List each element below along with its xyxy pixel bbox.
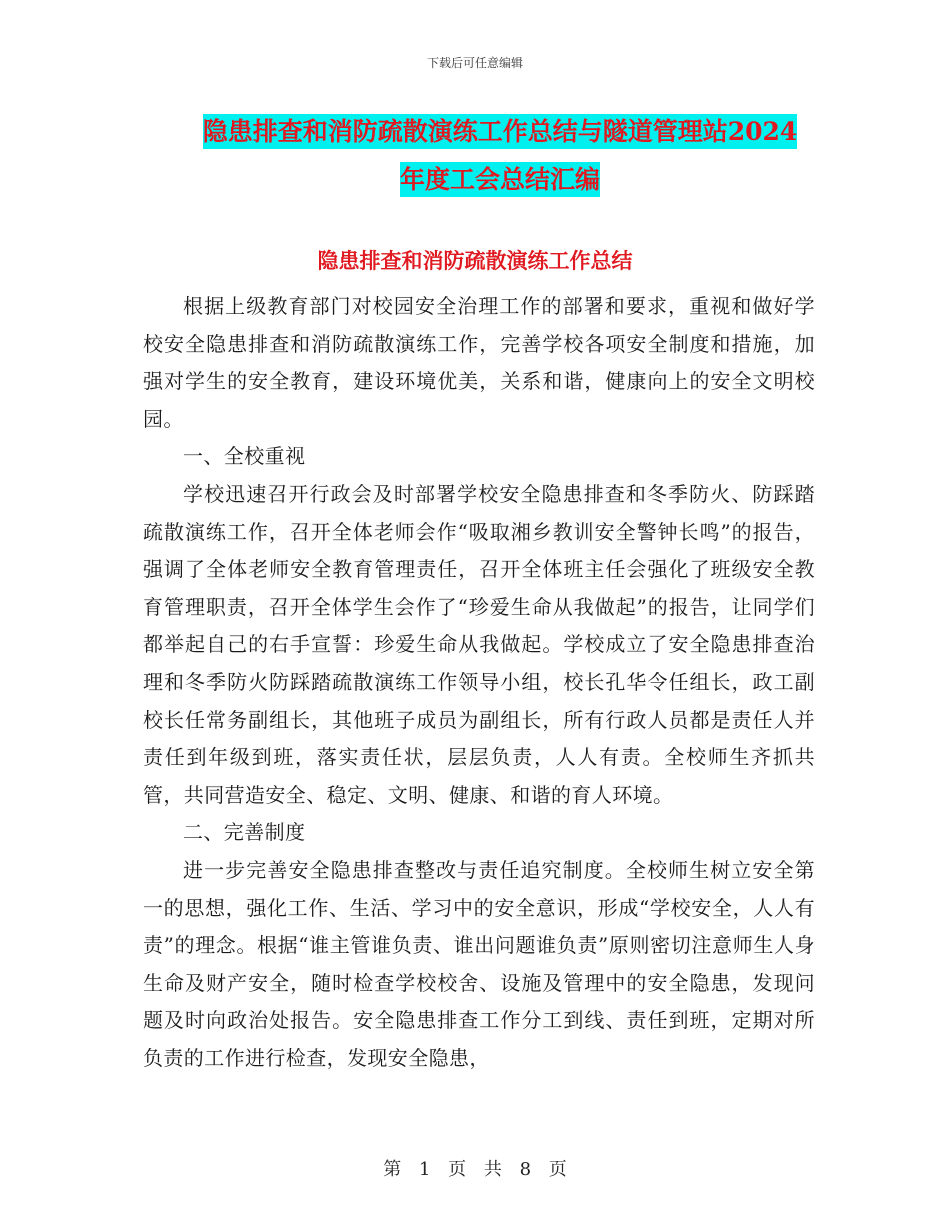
header-note: 下载后可任意编辑: [426, 56, 523, 70]
page-footer: [0, 1155, 950, 1181]
footer-gong: 共: [483, 1159, 502, 1180]
heading-school-attention: 一、全校重视: [183, 444, 306, 469]
footer-ye-2: 页: [548, 1159, 567, 1180]
title-line-1: 隐患排查和消防疏散演练工作总结与隧道管理站2024: [203, 114, 798, 149]
section-title: 隐患排查和消防疏散演练工作总结: [317, 248, 633, 273]
title-line-2: 年度工会总结汇编: [400, 162, 600, 197]
heading-improve-system: 二、完善制度: [183, 820, 306, 845]
paragraph-school-attention: 学校迅速召开行政会及时部署学校安全隐患排查和冬季防火、防踩踏疏散演练工作，召开全体老师会作“吸取湘乡教训安全警钟长鸣”的报告，强调了全体老师安全教育管理责任，召开全体班主任会强化了班级安全教育管理职责，召开全体学生会作了“珍爱生命从我做起”的报告，让同学们都举起自己的右手宣誓：珍爱生命从我做起。学校成立了安全隐患排查治理和冬季防火防踩踏疏散演练工作领导小组，校长孔华令任组长，政工副校长任常务副组长，其他班子成员为副组长，所有行政人员都是责任人并责任到年级到班，落实责任状，层层负责，人人有责。全校师生齐抓共管，共同营造安全、稳定、文明、健康、和谐的育人环境。: [143, 481, 815, 807]
paragraph-intro: 根据上级教育部门对校园安全治理工作的部署和要求，重视和做好学校安全隐患排查和消防疏散演练工作，完善学校各项安全制度和措施，加强对学生的安全教育，建设环境优美，关系和谐，健康向上的安全文明校园。: [143, 294, 815, 431]
document-title: [190, 108, 810, 204]
footer-ye: 页: [448, 1159, 467, 1180]
body-text: [143, 288, 815, 1077]
footer-page-number: 1: [418, 1159, 431, 1180]
footer-di: 第: [383, 1159, 402, 1180]
paragraph-improve-system: 进一步完善安全隐患排查整改与责任追究制度。全校师生树立安全第一的思想，强化工作、生活、学习中的安全意识，形成“学校安全，人人有责”的理念。根据“谁主管谁负责、谁出问题谁负责”原则密切注意师生人身生命及财产安全，随时检查学校校舍、设施及管理中的安全隐患，发现问题及时向政治处报告。安全隐患排查工作分工到线、责任到班，定期对所负责的工作进行检查，发现安全隐患，: [143, 857, 815, 1070]
footer-total-pages: 8: [519, 1159, 532, 1180]
